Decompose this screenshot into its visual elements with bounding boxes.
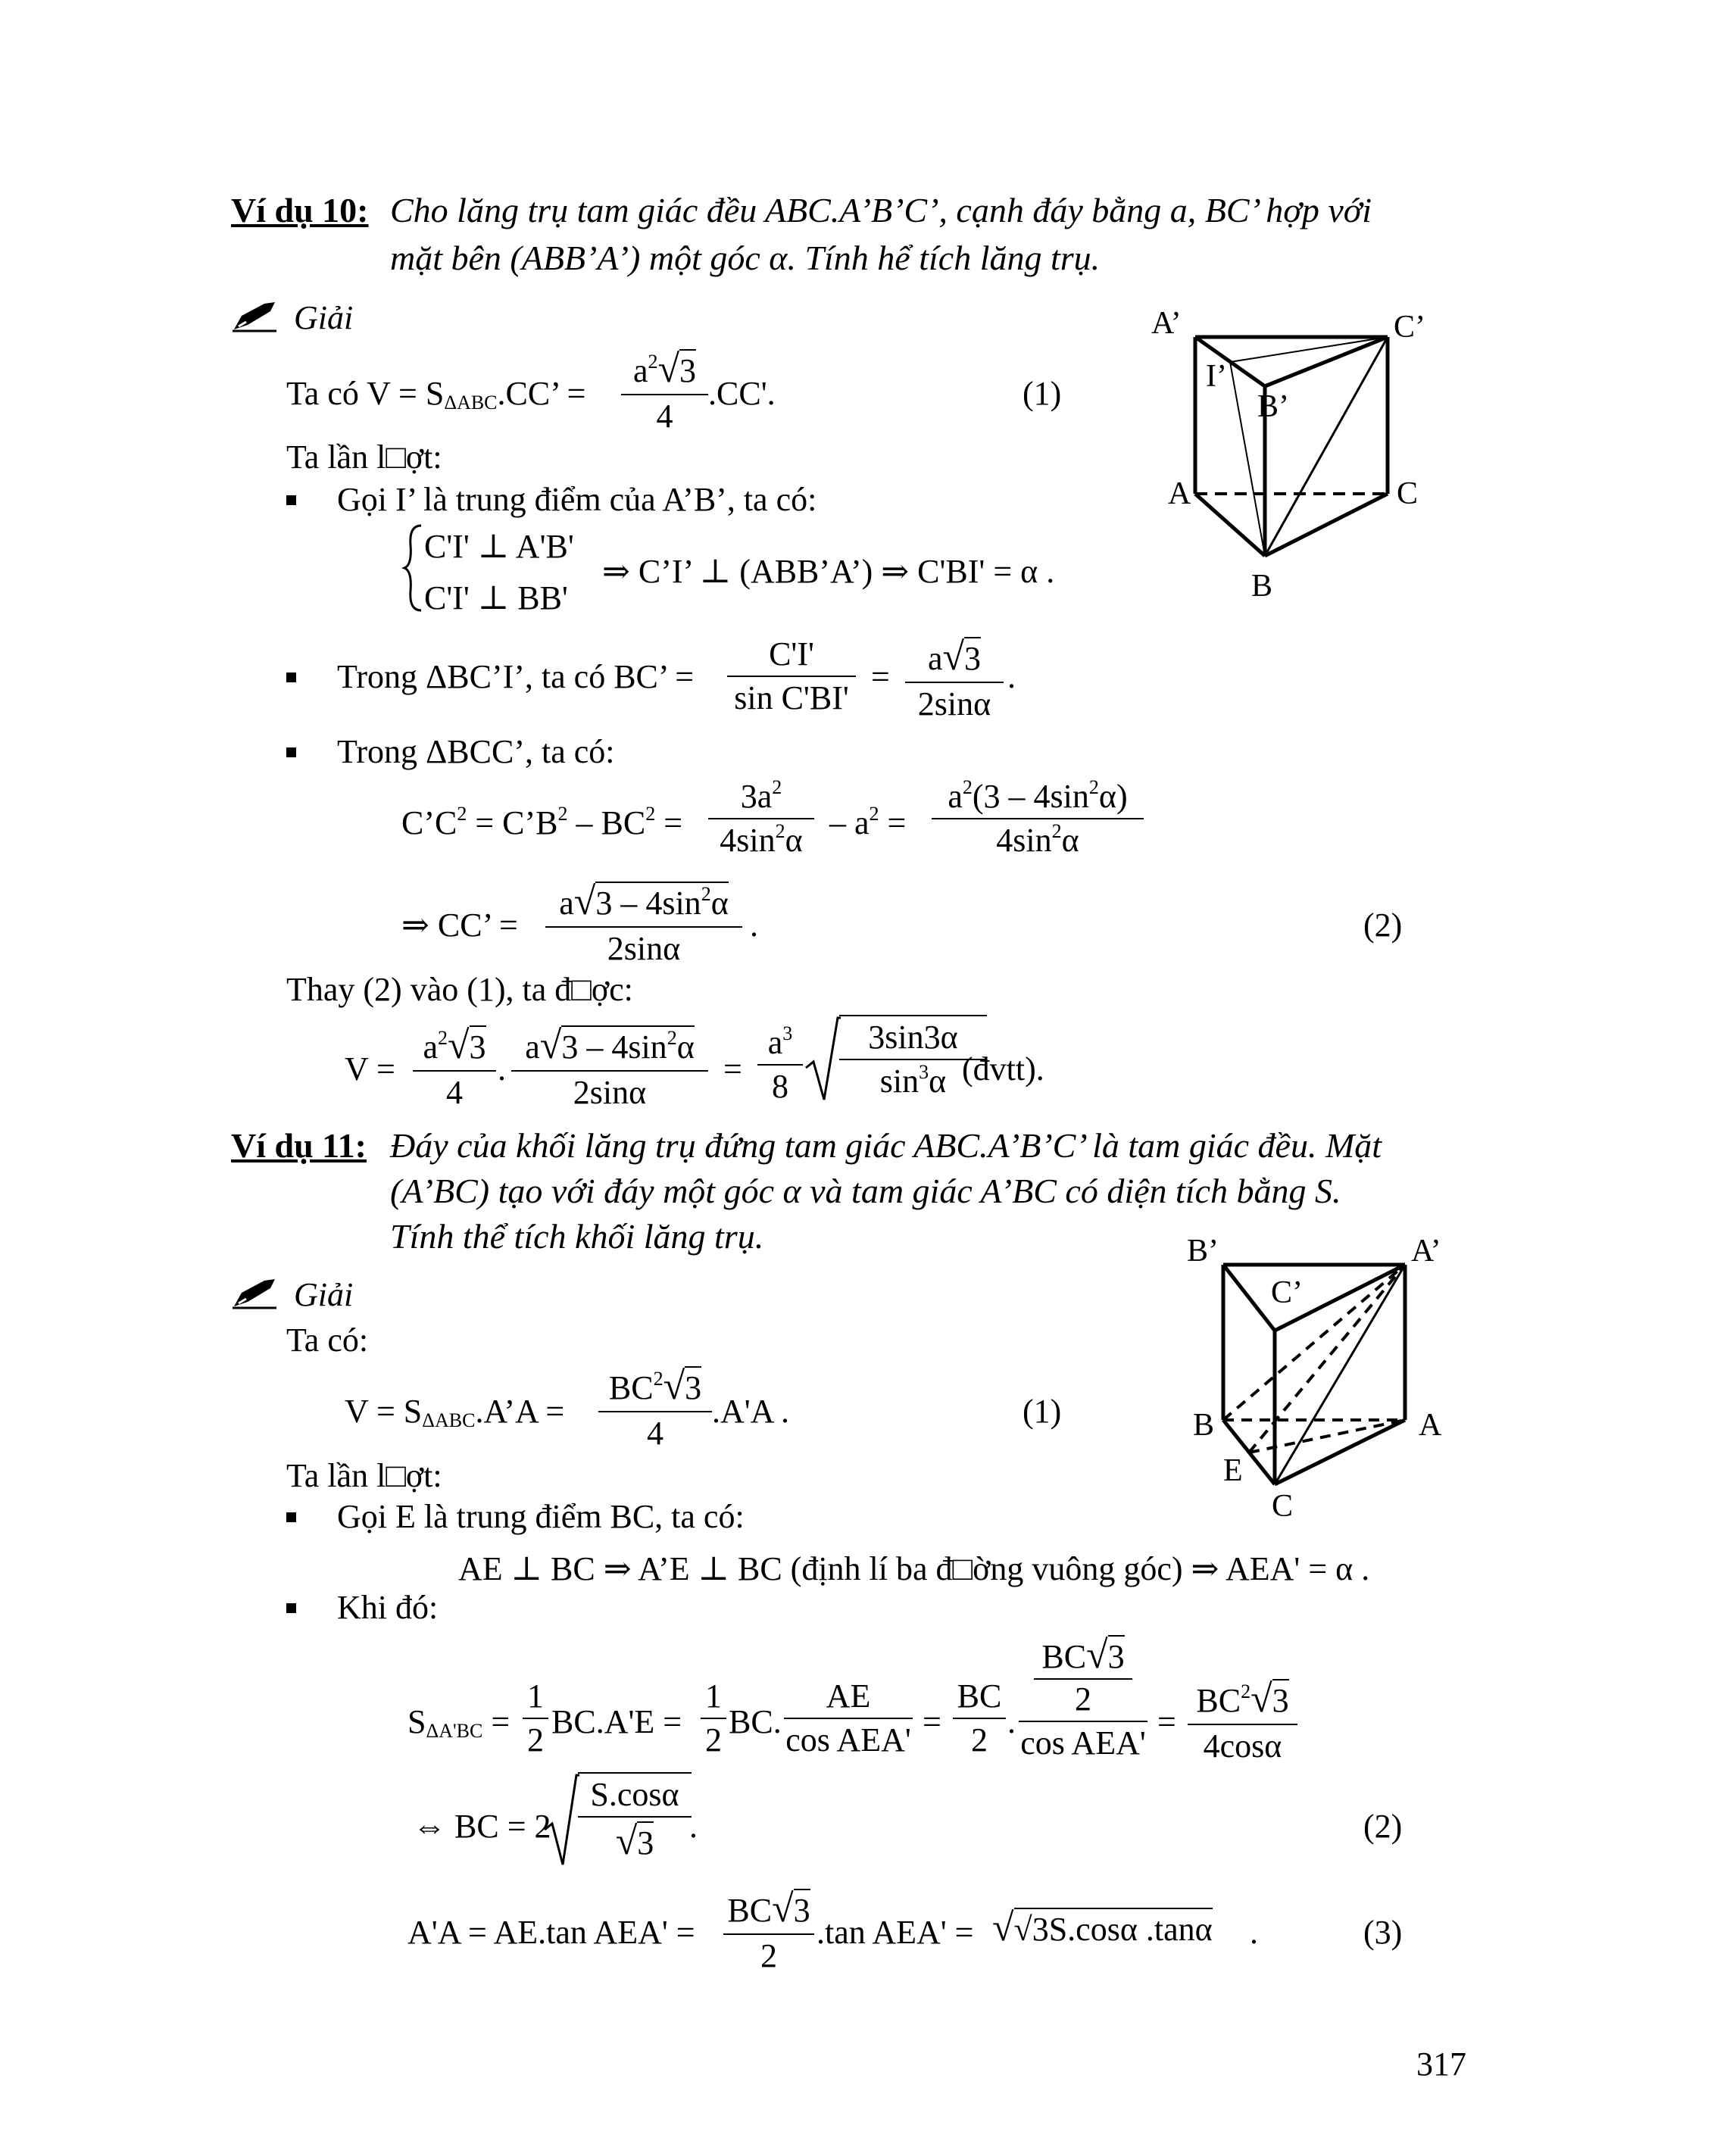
- ex10-ccsq-mid: – $a^2$ =: [829, 803, 907, 841]
- ex10-eq-number-2: (2): [1363, 907, 1403, 944]
- figure2-vertex-label: A: [1419, 1408, 1442, 1443]
- ex10-substitution: Thay (2) vào (1), ta đ□ợc:: [286, 971, 633, 1008]
- bullet-icon: [286, 672, 296, 682]
- ex11-area-eq2: =: [923, 1703, 941, 1740]
- ex11-area-dot: .: [1007, 1703, 1016, 1740]
- ex11-aa-mid: .tan AEA' =: [816, 1914, 974, 1951]
- ex10-volume-frac1: $a^2√3$ 4: [413, 1026, 496, 1109]
- ex10-volume-unit: (đvtt).: [962, 1050, 1044, 1088]
- figure2-vertex-label: B’: [1187, 1234, 1219, 1269]
- bullet-icon: [286, 1512, 296, 1522]
- bullet-icon: [286, 747, 296, 757]
- figure2-vertex-label: B: [1193, 1408, 1215, 1443]
- ex11-area-frac3: AE cos AEA': [784, 1680, 913, 1757]
- figure2-vertex-label: C’: [1271, 1275, 1303, 1310]
- figure1-vertex-label: I’: [1206, 359, 1227, 394]
- figure1-vertex-label: A’: [1151, 306, 1182, 341]
- ex10-bullet2-frac2: a√3 2sinα: [905, 638, 1004, 721]
- ex10-formula1-left: Ta có $V = S_{\Delta ABC}.CC$’ =: [286, 375, 586, 413]
- example10-statement-line1: Cho lăng trụ tam giác đều ABC.A’B’C’, cạnh đáy bằng a, BC’ hợp với: [390, 191, 1372, 229]
- bullet-icon: [286, 1603, 296, 1613]
- example11-statement-line3: Tính thể tích khối lăng trụ.: [390, 1217, 764, 1256]
- figure2-vertex-label: A’: [1411, 1234, 1441, 1269]
- ex11-eq-number-3: (3): [1363, 1914, 1403, 1951]
- ex11-volume-tail: .A'A .: [712, 1393, 790, 1430]
- ex11-area-nested-frac: BC√3 2 cos AEA': [1019, 1636, 1147, 1760]
- figure1-vertex-label: C’: [1394, 310, 1425, 345]
- ex11-area-t2: BC.: [729, 1703, 782, 1740]
- ex10-ccsq-frac1: $3a^2$ $4\sin^2\alpha$: [708, 780, 814, 857]
- ex11-area-eq3: =: [1157, 1703, 1176, 1740]
- prism-figure-1: [1151, 303, 1500, 621]
- ex11-aa-left: A'A = AE.tan AEA' =: [407, 1914, 695, 1951]
- example11-statement-line2: (A’BC) tạo với đáy một góc α và tam giác A’BC có diện tích bằng S.: [390, 1172, 1341, 1210]
- ex11-area-frac6: $BC^2√3$ 4cosα: [1188, 1680, 1297, 1763]
- ex11-aa-root: √√3S.cosα .tanα: [992, 1906, 1213, 1949]
- ex10-bullet1: Gọi I’ là trung điểm của A’B’, ta có:: [337, 481, 817, 518]
- ex10-volume-frac2: $a√3 - 4\sin^2\alpha$ 2sinα: [511, 1026, 708, 1109]
- ex11-aa-end: .: [1250, 1914, 1258, 1951]
- ex10-cc-left: ⇒ CC’ =: [401, 907, 518, 944]
- ex10-ccsq-frac2: $a^2(3 - 4\sin^2\alpha)$ $4\sin^2\alpha$: [932, 780, 1144, 857]
- ex10-volume-left: V =: [345, 1050, 395, 1088]
- figure2-vertex-label: C: [1272, 1489, 1294, 1524]
- ex10-bullet2-frac1: C'I' sin C'BI': [727, 638, 856, 715]
- figure1-vertex-label: C: [1397, 476, 1419, 511]
- ex11-bc-end: .: [689, 1808, 698, 1845]
- ex10-bullet3: Trong ΔBCC’, ta có:: [337, 733, 615, 770]
- ex10-volume-dot: .: [498, 1050, 506, 1088]
- figure2-vertex-label: E: [1223, 1453, 1243, 1488]
- ex11-aa-frac: BC√3 2: [723, 1890, 814, 1973]
- ex10-system-result: ⇒ C’I’ ⊥ (ABB’A’) ⇒ C'BI' = α .: [602, 553, 1055, 590]
- example10-statement-line2: mặt bên (ABB’A’) một góc α. Tính hể tích lăng trụ.: [390, 239, 1101, 277]
- ex11-area-half1: 1 2: [523, 1680, 548, 1757]
- example11-statement-line1: Đáy của khối lăng trụ đứng tam giác ABC.A’B’C’ là tam giác đều. Mặt: [390, 1126, 1382, 1165]
- ex11-intro: Ta có:: [286, 1322, 369, 1359]
- ex10-bullet2-end: .: [1007, 658, 1016, 695]
- figure1-vertex-label: A: [1168, 476, 1191, 511]
- bullet-icon: [286, 495, 296, 505]
- ex11-area-t1: BC.A'E =: [551, 1703, 682, 1740]
- pen-icon: [231, 1276, 279, 1315]
- example11-solution-label: Giải: [294, 1276, 354, 1313]
- ex11-area-left: $S_{\Delta A'BC}$ =: [407, 1703, 510, 1742]
- prism-figure-2: [1178, 1234, 1466, 1522]
- ex11-area-half2: 1 2: [701, 1680, 726, 1757]
- figure1-vertex-label: B: [1251, 569, 1273, 604]
- ex11-volume-left: $V = S_{\Delta ABC}.A’A$ =: [345, 1393, 565, 1431]
- example10-label: Ví dụ 10:: [231, 191, 369, 229]
- ex11-bullet2: Khi đó:: [337, 1589, 439, 1626]
- ex11-eq-number-1: (1): [1023, 1393, 1062, 1430]
- ex11-step-intro: Ta lần l□ợt:: [286, 1457, 442, 1494]
- ex10-formula1-tail: .CC'.: [708, 375, 776, 412]
- ex10-volume-frac3: $a^3$ 8: [757, 1026, 803, 1103]
- figure1-vertex-label: B’: [1257, 389, 1289, 424]
- ex11-bc-left: ⇔ BC = 2: [413, 1808, 551, 1845]
- ex10-cc-end: .: [750, 907, 758, 944]
- example11-label: Ví dụ 11:: [231, 1126, 367, 1165]
- ex10-step-intro: Ta lần l□ợt:: [286, 438, 442, 476]
- ex10-cc-frac: $a√3 - 4\sin^2\alpha$ 2sinα: [545, 882, 742, 966]
- ex10-ccsq-left: $C’C^2$ = $C’B^2 - BC^2$ =: [401, 803, 683, 841]
- ex10-system-line1: C'I' ⊥ A'B': [424, 528, 574, 565]
- pen-icon: [231, 299, 279, 339]
- ex11-volume-frac: $BC^2√3$ 4: [598, 1367, 712, 1450]
- ex10-system-line2: C'I' ⊥ BB': [424, 579, 568, 616]
- ex10-eq-number-1: (1): [1023, 375, 1062, 412]
- ex10-system-brace: [401, 523, 424, 619]
- ex11-area-frac4: BC 2: [953, 1680, 1006, 1757]
- ex10-bullet2-left: Trong ΔBC’I’, ta có BC’ =: [337, 658, 695, 695]
- ex11-bullet1-formula: AE ⊥ BC ⇒ A’E ⊥ BC (định lí ba đ□ờng vuông góc) ⇒ AEA' = α .: [458, 1550, 1370, 1587]
- ex11-bullet1: Gọi E là trung điểm BC, ta có:: [337, 1498, 745, 1535]
- ex10-bullet2-eq: =: [871, 658, 890, 695]
- ex10-volume-eq: =: [723, 1050, 742, 1088]
- ex10-formula1-frac: $a^2√3$ 4: [621, 350, 708, 433]
- page-number: 317: [1416, 2046, 1466, 2083]
- ex11-eq-number-2: (2): [1363, 1808, 1403, 1845]
- example10-solution-label: Giải: [294, 299, 354, 336]
